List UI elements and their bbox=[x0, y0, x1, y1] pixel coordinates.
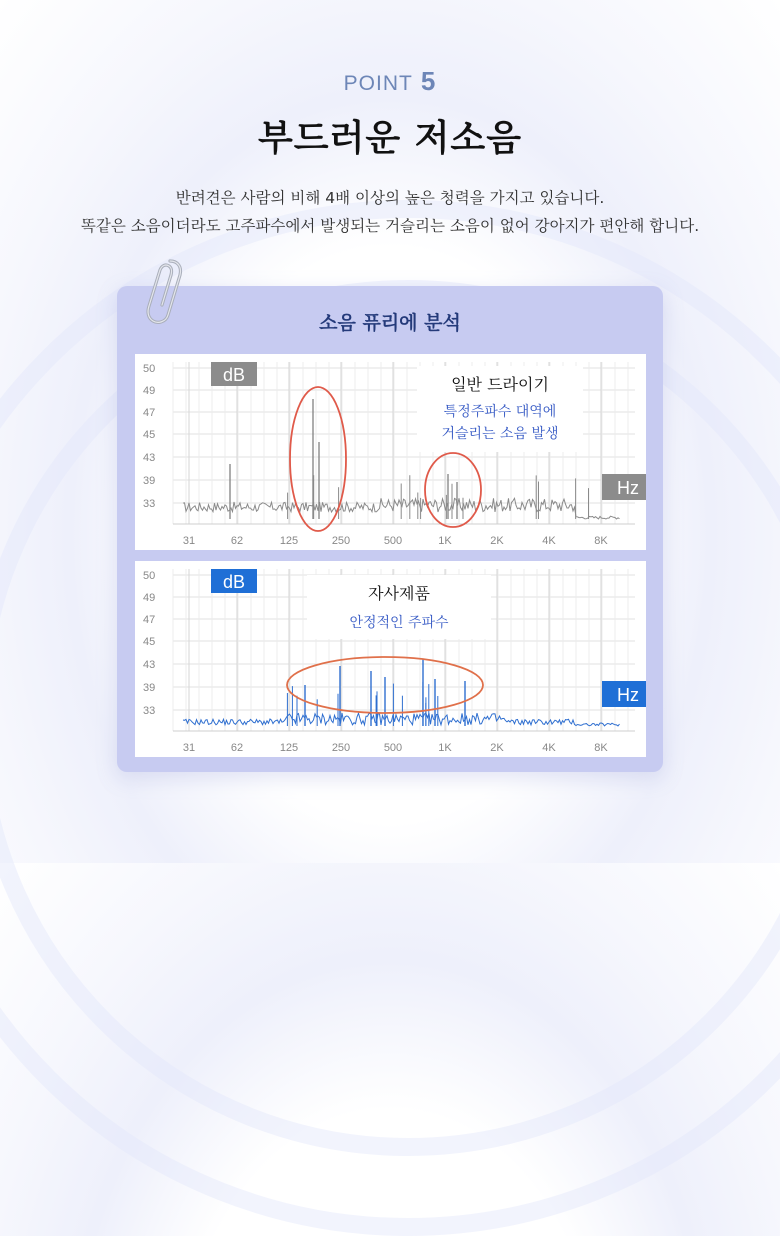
unit-badge-db-text: dB bbox=[222, 365, 246, 385]
paperclip-icon bbox=[140, 255, 186, 327]
unit-badge-hz-text: Hz bbox=[617, 685, 639, 705]
y-tick-label: 33 bbox=[143, 705, 156, 717]
panel-title: 소음 퓨리에 분석 bbox=[319, 312, 461, 334]
y-tick-label: 45 bbox=[143, 636, 156, 648]
x-tick-label: 125 bbox=[279, 535, 299, 547]
x-tick-label: 500 bbox=[383, 742, 403, 754]
dryer-callout bbox=[417, 366, 583, 452]
dryer-callout-line: 거슬리는 소음 발생 bbox=[441, 426, 559, 442]
product-chart bbox=[135, 561, 646, 757]
y-tick-label: 39 bbox=[143, 475, 156, 487]
x-tick-label: 250 bbox=[331, 535, 351, 547]
y-tick-label: 47 bbox=[143, 614, 156, 626]
y-tick-label: 49 bbox=[143, 385, 156, 397]
y-tick-label: 33 bbox=[143, 498, 156, 510]
page-title: 부드러운 저소음 bbox=[258, 118, 522, 159]
unit-badge-db-text: dB bbox=[222, 572, 246, 592]
x-tick-label: 125 bbox=[279, 742, 299, 754]
point-word: POINT bbox=[343, 72, 413, 95]
product-callout-title: 자사제품 bbox=[368, 584, 430, 603]
analysis-panel bbox=[117, 286, 663, 772]
unit-badge-hz-text: Hz bbox=[617, 478, 639, 498]
y-tick-label: 43 bbox=[143, 452, 156, 464]
y-tick-label: 39 bbox=[143, 682, 156, 694]
y-tick-label: 49 bbox=[143, 592, 156, 604]
y-tick-label: 45 bbox=[143, 429, 156, 441]
product-callout-line: 안정적인 주파수 bbox=[349, 615, 449, 631]
description-line-1: 반려견은 사람의 비해 4배 이상의 높은 청력을 가지고 있습니다. bbox=[175, 189, 605, 207]
dryer-callout-title: 일반 드라이기 bbox=[451, 375, 549, 394]
x-tick-label: 8K bbox=[594, 535, 608, 547]
y-tick-label: 50 bbox=[143, 363, 156, 375]
description-line-2: 똑같은 소음이더라도 고주파수에서 발생되는 거슬리는 소음이 없어 강아지가 편안해 합니다. bbox=[80, 217, 700, 235]
y-tick-label: 43 bbox=[143, 659, 156, 671]
y-tick-label: 47 bbox=[143, 407, 156, 419]
x-tick-label: 250 bbox=[331, 742, 351, 754]
y-tick-label: 50 bbox=[143, 570, 156, 582]
point-number: 5 bbox=[420, 66, 437, 96]
point-label bbox=[0, 66, 780, 97]
x-tick-label: 8K bbox=[594, 742, 608, 754]
dryer-chart bbox=[135, 354, 646, 550]
x-tick-label: 500 bbox=[383, 535, 403, 547]
x-tick-label: 31 bbox=[182, 535, 196, 547]
product-callout bbox=[307, 575, 491, 639]
x-tick-label: 1K bbox=[438, 535, 452, 547]
x-tick-label: 4K bbox=[542, 742, 556, 754]
x-tick-label: 2K bbox=[490, 535, 504, 547]
x-tick-label: 2K bbox=[490, 742, 504, 754]
spectrum-line bbox=[183, 713, 620, 726]
x-tick-label: 62 bbox=[230, 742, 244, 754]
x-tick-label: 31 bbox=[182, 742, 196, 754]
x-tick-label: 1K bbox=[438, 742, 452, 754]
x-tick-label: 62 bbox=[230, 535, 244, 547]
dryer-callout-line: 특정주파수 대역에 bbox=[443, 404, 557, 420]
x-tick-label: 4K bbox=[542, 535, 556, 547]
